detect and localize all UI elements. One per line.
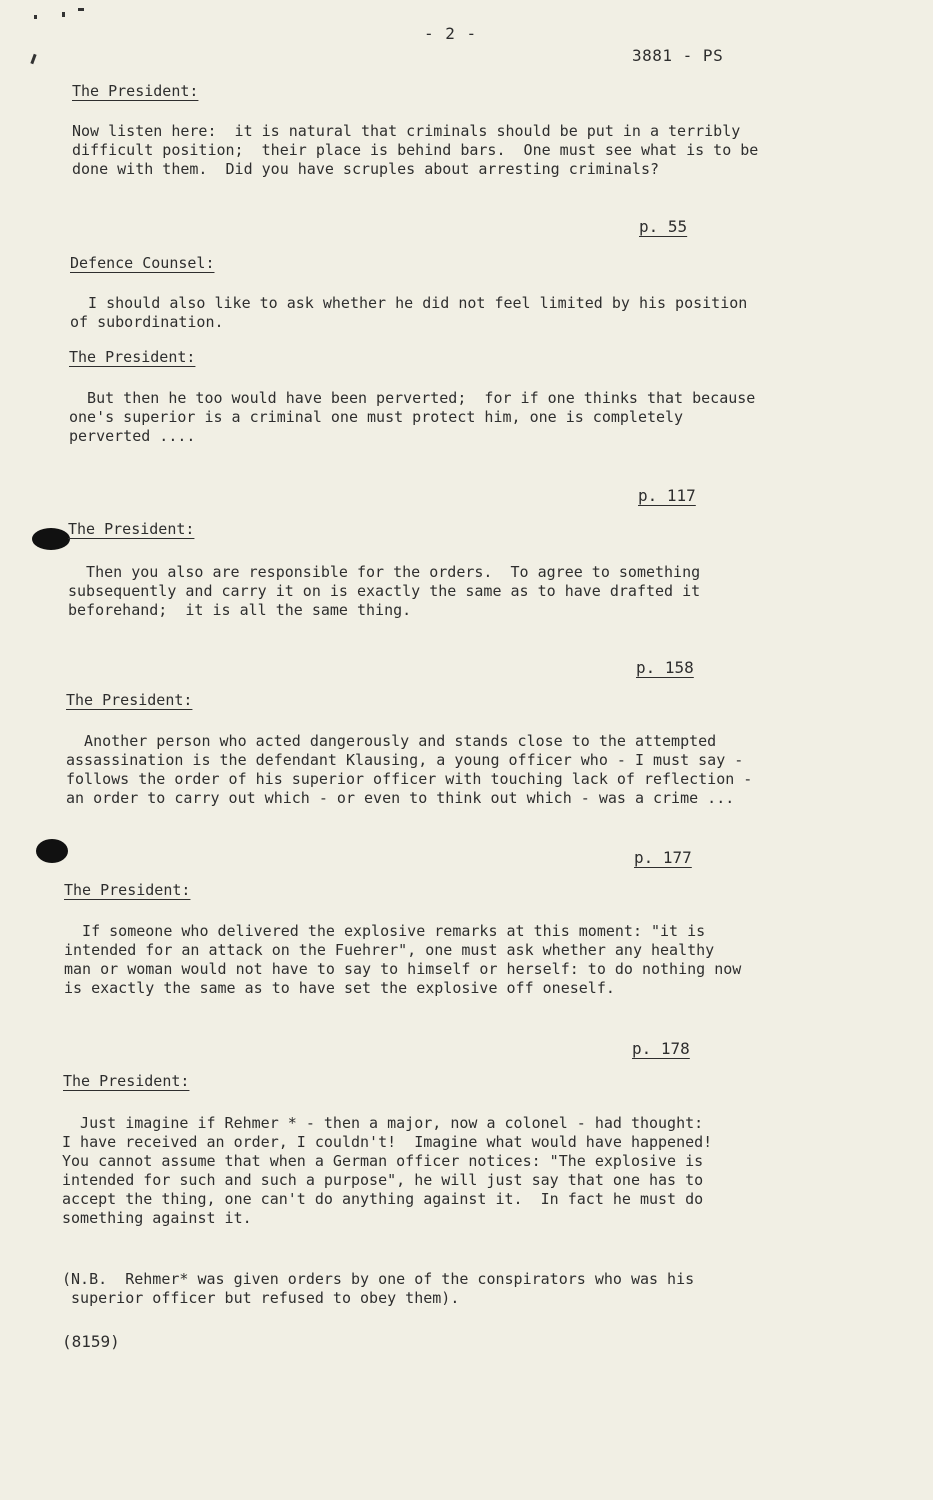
speaker-label: The President: bbox=[63, 1072, 190, 1090]
speech-paragraph: Now listen here: it is natural that criminals should be put in a terribly difficult position; their place is behind bars. One must see what is to be done with them. Did you have scruples about arresting criminals? bbox=[72, 122, 759, 178]
page-number: - 2 - bbox=[424, 24, 478, 43]
margin-mark bbox=[62, 12, 65, 17]
margin-mark bbox=[30, 54, 36, 64]
page-reference: p. 178 bbox=[632, 1039, 690, 1058]
ink-blot bbox=[36, 839, 68, 863]
speaker-label: The President: bbox=[68, 520, 195, 538]
ink-blot bbox=[32, 528, 70, 550]
page-reference: p. 55 bbox=[639, 217, 688, 236]
speaker-label: The President: bbox=[69, 348, 196, 366]
speech-paragraph: Another person who acted dangerously and stands close to the attempted assassination is the defendant Klausing, a young officer who - I must say - follows the order of his superior officer with touching lack of reflection - an order to carry out which - or even to think out which - was a crime ... bbox=[66, 732, 753, 807]
margin-mark bbox=[78, 8, 84, 11]
page-reference: p. 117 bbox=[638, 486, 696, 505]
margin-mark bbox=[34, 15, 37, 19]
speaker-label: Defence Counsel: bbox=[70, 254, 215, 272]
speaker-label: The President: bbox=[64, 881, 191, 899]
footnote: (N.B. Rehmer* was given orders by one of the conspirators who was his superior officer but refused to obey them). bbox=[62, 1270, 695, 1307]
speech-paragraph: Then you also are responsible for the orders. To agree to something subsequently and carry it on is exactly the same as to have drafted it beforehand; it is all the same thing. bbox=[68, 563, 701, 619]
speaker-label: The President: bbox=[72, 82, 199, 100]
speech-paragraph: I should also like to ask whether he did not feel limited by his position of subordination. bbox=[70, 294, 748, 331]
footer-code: (8159) bbox=[62, 1332, 120, 1351]
page-reference: p. 158 bbox=[636, 658, 694, 677]
speech-paragraph: Just imagine if Rehmer * - then a major, now a colonel - had thought: I have received an order, I couldn't! Imagine what would have happened! You cannot assume that when a German officer notices: "The explosive is intended for such and such a purpose", he will just say that one has to accept the thing, one can't do anything against it. In fact he must do something against it. bbox=[62, 1114, 713, 1227]
document-id: 3881 - PS bbox=[632, 46, 724, 65]
page-reference: p. 177 bbox=[634, 848, 692, 867]
speech-paragraph: But then he too would have been perverted; for if one thinks that because one's superior is a criminal one must protect him, one is completely perverted .... bbox=[69, 389, 756, 445]
speech-paragraph: If someone who delivered the explosive remarks at this moment: "it is intended for an attack on the Fuehrer", one must ask whether any healthy man or woman would not have to say to himself or herself: to do nothing now is exactly the same as to have set the explosive off oneself. bbox=[64, 922, 742, 997]
speaker-label: The President: bbox=[66, 691, 193, 709]
